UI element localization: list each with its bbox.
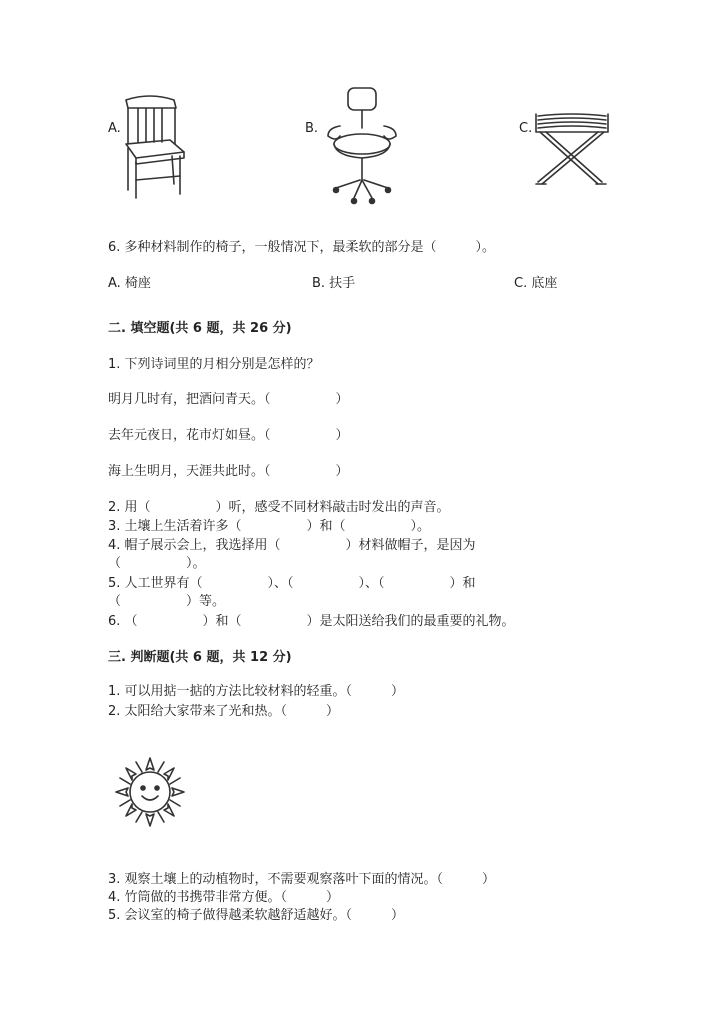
s2-q4-line1: 4. 帽子展示会上，我选择用（ ）材料做帽子，是因为 bbox=[108, 538, 476, 553]
q6-option-b: B. 扶手 bbox=[312, 276, 356, 291]
s3-q1: 1. 可以用掂一掂的方法比较材料的轻重。（ ） bbox=[108, 684, 405, 699]
option-c-label: C. bbox=[519, 121, 533, 136]
s2-q6: 6. （ ）和（ ）是太阳送给我们的最重要的礼物。 bbox=[108, 614, 515, 629]
s2-q5-line2: （ ）等。 bbox=[108, 594, 226, 609]
s2-q1-stem: 1. 下列诗词里的月相分别是怎样的？ bbox=[108, 357, 320, 372]
option-a-label: A. bbox=[108, 121, 121, 136]
s3-q4: 4. 竹筒做的书携带非常方便。（ ） bbox=[108, 890, 340, 905]
q6-stem: 6. 多种材料制作的椅子，一般情况下，最柔软的部分是（ ）。 bbox=[108, 240, 496, 255]
s2-q5-line1: 5. 人工世界有（ ）、（ ）、（ ）和 bbox=[108, 576, 476, 591]
s2-q3: 3. 土壤上生活着许多（ ）和（ ）。 bbox=[108, 519, 431, 534]
wooden-chair-icon bbox=[120, 94, 190, 200]
s3-q5: 5. 会议室的椅子做得越柔软越舒适越好。（ ） bbox=[108, 908, 405, 923]
q6-option-c: C. 底座 bbox=[514, 276, 558, 291]
folding-stool-icon bbox=[532, 110, 612, 190]
smiling-sun-icon bbox=[110, 752, 190, 832]
s2-q1-line3: 海上生明月，天涯共此时。（ ） bbox=[108, 464, 349, 479]
s2-q1-line2: 去年元夜日，花市灯如昼。（ ） bbox=[108, 428, 349, 443]
q6-option-a: A. 椅座 bbox=[108, 276, 151, 291]
s2-q4-line2: （ ）。 bbox=[108, 556, 206, 571]
section3-heading: 三. 判断题(共 6 题，共 12 分) bbox=[108, 650, 292, 665]
option-b-label: B. bbox=[305, 121, 319, 136]
s3-q2: 2. 太阳给大家带来了光和热。（ ） bbox=[108, 704, 340, 719]
office-chair-icon bbox=[322, 84, 402, 212]
section2-heading: 二. 填空题(共 6 题，共 26 分) bbox=[108, 321, 292, 336]
s2-q1-line1: 明月几时有，把酒问青天。（ ） bbox=[108, 392, 349, 407]
s3-q3: 3. 观察土壤上的动植物时，不需要观察落叶下面的情况。（ ） bbox=[108, 872, 496, 887]
s2-q2: 2. 用（ ）听，感受不同材料敲击时发出的声音。 bbox=[108, 500, 450, 515]
